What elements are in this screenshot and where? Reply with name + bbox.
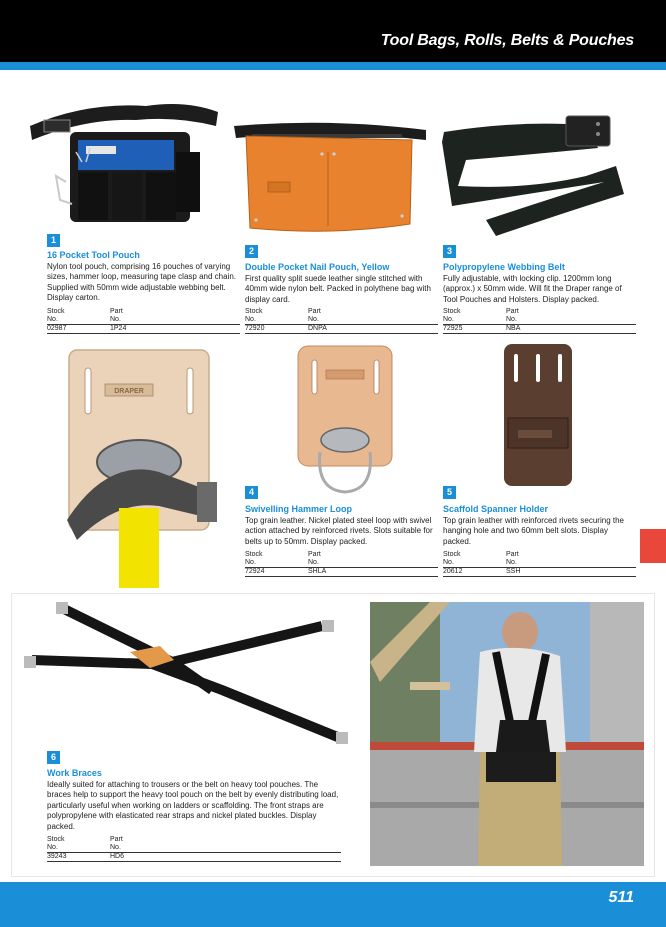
- spec-table: [245, 308, 438, 334]
- page-title: Tool Bags, Rolls, Belts & Pouches: [380, 32, 634, 49]
- spec-header-stock: Stock No.: [47, 836, 65, 851]
- stock-number: 72920: [245, 325, 265, 332]
- product-description: First quality split suede leather single stitched with 40mm wide nylon belt. Packed in polythene bag with display card.: [245, 274, 431, 304]
- product-description: Fully adjustable, with locking clip. 1200mm long (approx.) x 50mm wide. Will fit the Draper range of Tool Pouches and Holsters. Display packed.: [443, 274, 622, 304]
- part-number: SSH: [506, 568, 521, 575]
- header-bar: [0, 0, 666, 62]
- part-number: SHLA: [308, 568, 327, 575]
- product-number-badge: 1: [47, 234, 60, 247]
- product-title: Swivelling Hammer Loop: [245, 504, 353, 514]
- scaffold-spanner-holder-image: [498, 340, 578, 490]
- stock-number: 39243: [47, 853, 67, 860]
- spec-table: [47, 836, 341, 862]
- spec-header-part: Part No.: [506, 308, 519, 323]
- tool-pouch-image: [26, 92, 222, 232]
- part-number: DNPA: [308, 325, 327, 332]
- worker-photo: [370, 602, 644, 866]
- work-braces-image: [22, 600, 360, 748]
- spec-table: [47, 308, 240, 334]
- product-number-badge: 5: [443, 486, 456, 499]
- product-description: Ideally suited for attaching to trousers or the belt on heavy tool pouches. The braces help to support the heavy tool pouch on the belt by evenly distributing load, particularly useful when working on ladders or scaffolding. The front straps are polypropylene with elasticated rear straps and nickel plated buckles. Display packed.: [47, 780, 339, 831]
- product-description: Nylon tool pouch, comprising 16 pouches of varying sizes, hammer loop, measuring tape clasp and chain. Supplied with 50mm wide adjustable webbing belt. Display carton.: [47, 262, 236, 303]
- section-tab: [640, 529, 666, 563]
- product-description: Top grain leather. Nickel plated steel loop with swivel action attached by reinforced rivets. Slots suitable for belts up to 50mm. Display packed.: [245, 516, 433, 546]
- part-number: HD6: [110, 853, 125, 860]
- product-number-badge: 3: [443, 245, 456, 258]
- spec-header-stock: Stock No.: [245, 551, 263, 566]
- product-title: Work Braces: [47, 768, 102, 778]
- spec-table: [443, 308, 636, 334]
- spec-header-part: Part No.: [110, 308, 123, 323]
- product-title: Double Pocket Nail Pouch, Yellow: [245, 262, 390, 272]
- spec-table: [443, 551, 636, 577]
- product-number-badge: 2: [245, 245, 258, 258]
- spec-header-part: Part No.: [308, 551, 321, 566]
- spec-header-stock: Stock No.: [47, 308, 65, 323]
- spec-header-part: Part No.: [308, 308, 321, 323]
- spec-header-part: Part No.: [110, 836, 123, 851]
- spec-header-stock: Stock No.: [443, 308, 461, 323]
- brand-stamp: DRAPER: [114, 388, 144, 395]
- stock-number: 02987: [47, 325, 67, 332]
- footer-bar: [0, 882, 666, 927]
- stock-number: 20612: [443, 568, 463, 575]
- product-title: Scaffold Spanner Holder: [443, 504, 549, 514]
- spec-header-stock: Stock No.: [245, 308, 263, 323]
- product-number-badge: 6: [47, 751, 60, 764]
- part-number: 1P24: [110, 325, 127, 332]
- product-number-badge: 4: [245, 486, 258, 499]
- spec-header-part: Part No.: [506, 551, 519, 566]
- product-title: Polypropylene Webbing Belt: [443, 262, 565, 272]
- spec-table: [245, 551, 438, 577]
- page-number: 511: [608, 889, 634, 906]
- spec-header-stock: Stock No.: [443, 551, 461, 566]
- header-stripe: [0, 62, 666, 70]
- stock-number: 72924: [245, 568, 265, 575]
- stock-number: 72925: [443, 325, 463, 332]
- hammer-loop-photo: [47, 340, 239, 588]
- product-description: Top grain leather with reinforced rivets securing the hanging hole and two 60mm belt slots. Display packed.: [443, 516, 624, 546]
- part-number: NBA: [506, 325, 521, 332]
- swivelling-hammer-loop-image: [290, 340, 400, 500]
- webbing-belt-image: [436, 102, 636, 238]
- nail-pouch-image: [232, 112, 428, 238]
- product-title: 16 Pocket Tool Pouch: [47, 250, 140, 260]
